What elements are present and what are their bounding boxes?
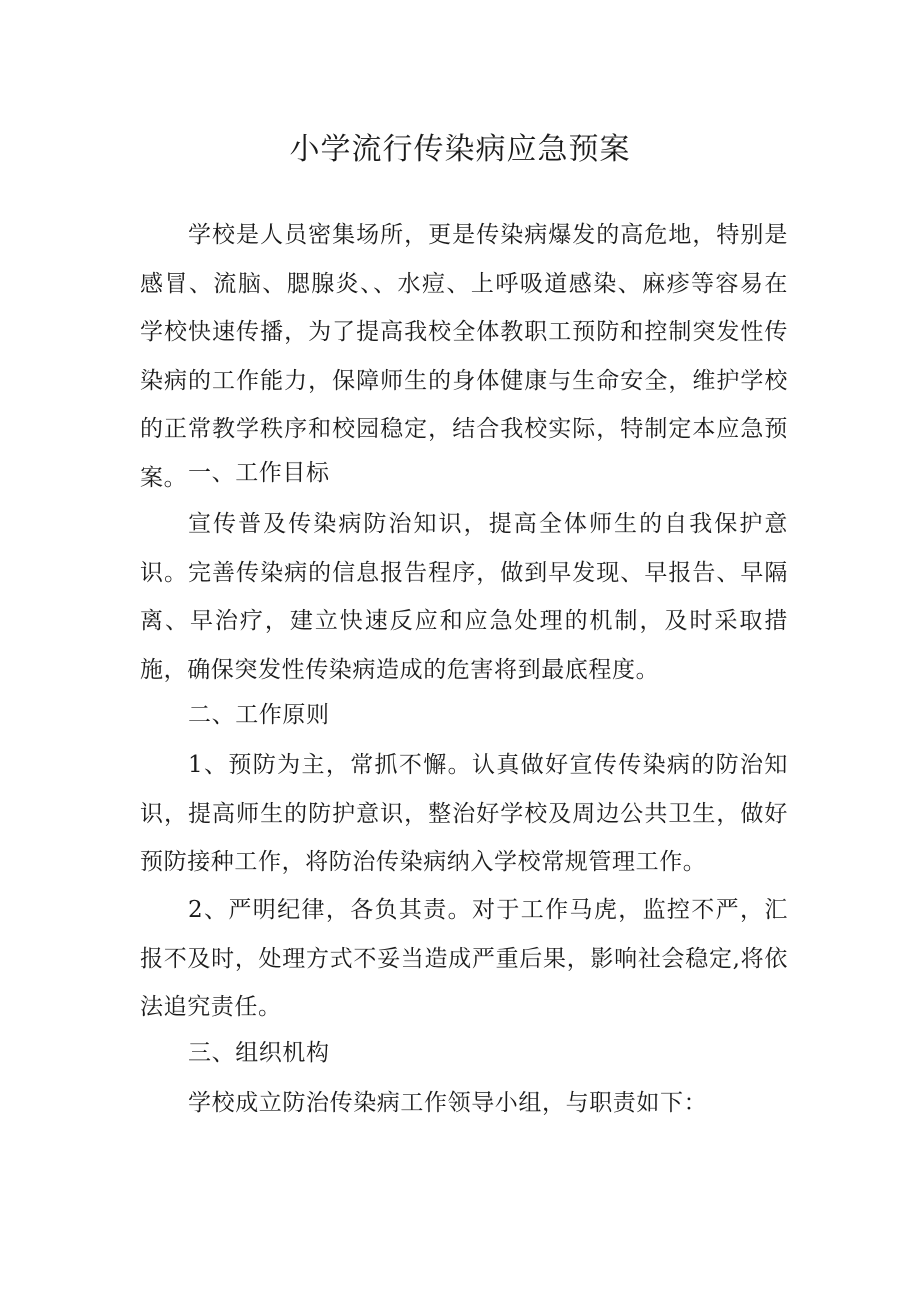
section-heading-organization: 三、组织机构 (188, 1040, 330, 1066)
principle-item-2: 2、严明纪律，各负其责。对于工作马虎，监控不严，汇报不及时，处理方式不妥当造成严重后果，影响社会稳定,将依法追究责任。 (140, 897, 788, 1020)
document-title: 小学流行传染病应急预案 (289, 132, 631, 167)
organization-paragraph: 学校成立防治传染病工作领导小组，与职责如下： (188, 1090, 708, 1116)
goals-paragraph: 宣传普及传染病防治知识，提高全体师生的自我保护意识。完善传染病的信息报告程序，做到早发现、早报告、早隔离、早治疗，建立快速反应和应急处理的机制，及时采取措施，确保突发性传染病造成的危害将到最底程度。 (140, 511, 788, 683)
principle-item-1: 1、预防为主，常抓不懈。认真做好宣传传染病的防治知识，提高师生的防护意识，整治好学校及周边公共卫生，做好预防接种工作，将防治传染病纳入学校常规管理工作。 (140, 752, 788, 875)
section-heading-principles: 二、工作原则 (188, 702, 330, 728)
section-heading-goals: 一、工作目标 (188, 460, 330, 486)
intro-paragraph: 学校是人员密集场所，更是传染病爆发的高危地，特别是感冒、流脑、腮腺炎、、水痘、上呼吸道感染、麻疹等容易在学校快速传播，为了提高我校全体教职工预防和控制突发性传染病的工作能力，保障师生的身体健康与生命安全，维护学校的正常教学秩序和校园稳定，结合我校实际，特制定本应急预案。 (140, 222, 788, 491)
